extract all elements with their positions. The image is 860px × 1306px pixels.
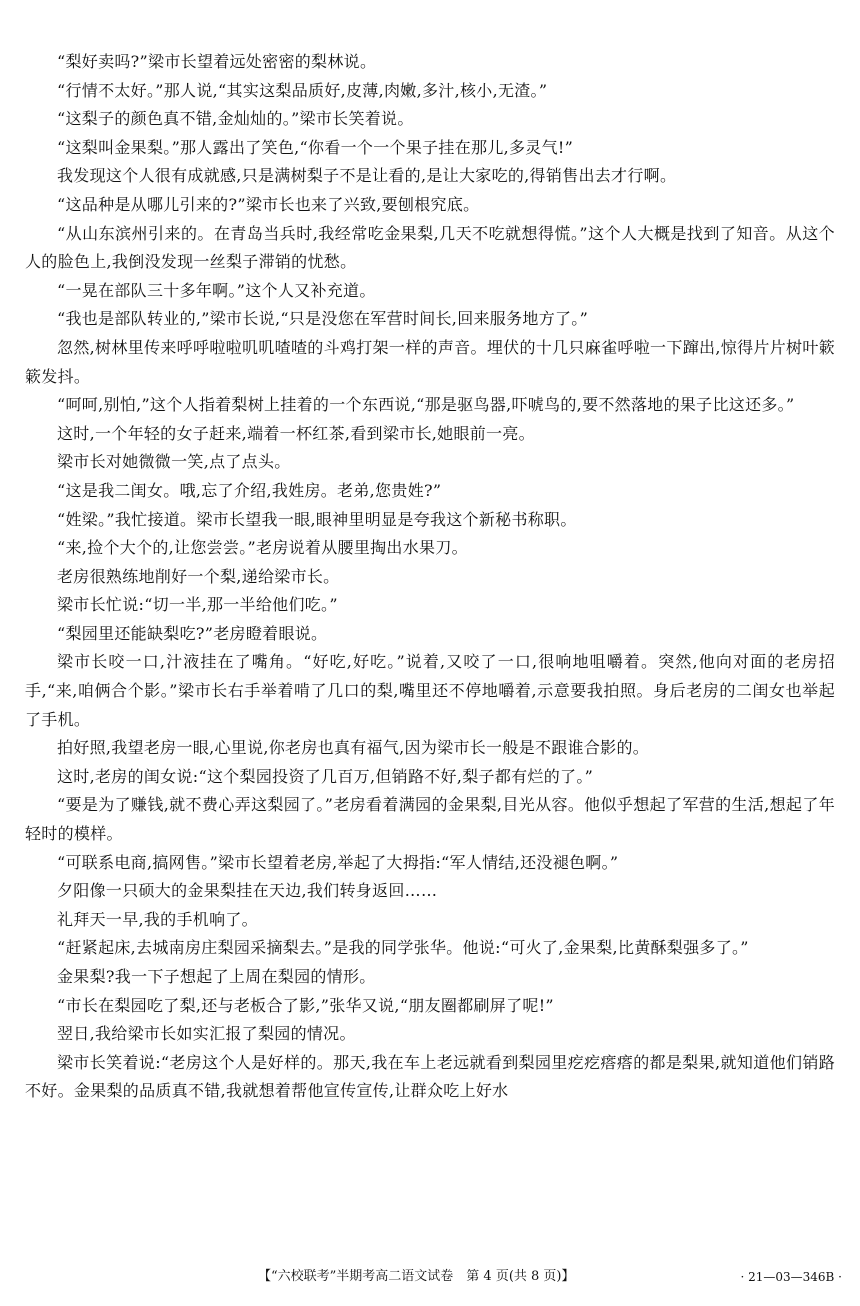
article-body <box>25 48 835 1106</box>
paragraph: 梁市长笑着说:“老房这个人是好样的。那天,我在车上老远就看到梨园里疙疙瘩瘩的都是梨果,就知道他们销路不好。金果梨的品质真不错,我就想着帮他宣传宣传,让群众吃上好水 <box>25 1052 835 1101</box>
paragraph: 老房很熟练地削好一个梨,递给梁市长。 <box>57 566 340 586</box>
paragraph: 这时,一个年轻的女子赶来,端着一杯红茶,看到梁市长,她眼前一亮。 <box>57 423 535 443</box>
paragraph: “这是我二闺女。哦,忘了介绍,我姓房。老弟,您贵姓?” <box>57 480 442 500</box>
paragraph: “这品种是从哪儿引来的?”梁市长也来了兴致,要刨根究底。 <box>57 194 480 214</box>
paragraph: “这梨叫金果梨。”那人露出了笑色,“你看一个一个果子挂在那儿,多灵气!” <box>57 137 574 157</box>
paragraph: 梁市长对她微微一笑,点了点头。 <box>57 452 291 472</box>
paragraph: “来,捡个大个的,让您尝尝。”老房说着从腰里掏出水果刀。 <box>57 538 468 558</box>
paragraph: 金果梨?我一下子想起了上周在梨园的情形。 <box>57 967 376 986</box>
paragraph: “呵呵,别怕,”这个人指着梨树上挂着的一个东西说,“那是驱鸟器,吓唬鸟的,要不然落地的果子比这还多。” <box>57 395 795 415</box>
paragraph: “梨好卖吗?”梁市长望着远处密密的梨林说。 <box>57 52 377 71</box>
paragraph: 忽然,树林里传来呼呼啦啦叽叽喳喳的斗鸡打架一样的声音。埋伏的十几只麻雀呼啦一下蹿出,惊得片片树叶簌簌发抖。 <box>25 337 835 386</box>
paragraph: “我也是部队转业的,”梁市长说,“只是没您在军营时间长,回来服务地方了。” <box>57 309 589 329</box>
paragraph: “姓梁。”我忙接道。梁市长望我一眼,眼神里明显是夸我这个新秘书称职。 <box>57 509 577 529</box>
paragraph: 夕阳像一只硕大的金果梨挂在天边,我们转身返回…… <box>57 881 438 901</box>
paragraph: 梁市长咬一口,汁液挂在了嘴角。“好吃,好吃。”说着,又咬了一口,很响地咀嚼着。突然,他向对面的老房招手,“来,咱俩合个影。”梁市长右手举着啃了几口的梨,嘴里还不停地嚼着,示意要我拍照。身后老房的二闺女也举起了手机。 <box>25 652 835 729</box>
paragraph: “要是为了赚钱,就不费心弄这梨园了。”老房看着满园的金果梨,目光从容。他似乎想起了军营的生活,想起了年轻时的模样。 <box>25 795 835 844</box>
paragraph: 梁市长忙说:“切一半,那一半给他们吃。” <box>57 595 338 615</box>
paragraph: 翌日,我给梁市长如实汇报了梨园的情况。 <box>57 1024 356 1044</box>
paragraph: “从山东滨州引来的。在青岛当兵时,我经常吃金果梨,几天不吃就想得慌。”这个人大概是找到了知音。从这个人的脸色上,我倒没发现一丝梨子滞销的忧愁。 <box>25 223 835 272</box>
paragraph: “赶紧起床,去城南房庄梨园采摘梨去。”是我的同学张华。他说:“可火了,金果梨,比黄酥梨强多了。” <box>57 938 749 958</box>
paragraph: “可联系电商,搞网售。”梁市长望着老房,举起了大拇指:“军人情结,还没褪色啊。” <box>57 852 619 872</box>
paragraph: 我发现这个人很有成就感,只是满树梨子不是让看的,是让大家吃的,得销售出去才行啊。 <box>57 166 677 186</box>
exam-code: · 21—03—346B · <box>740 1270 842 1284</box>
paragraph: 礼拜天一早,我的手机响了。 <box>57 909 258 929</box>
paragraph: “市长在梨园吃了梨,还与老板合了影,”张华又说,“朋友圈都刷屏了呢!” <box>57 995 554 1015</box>
exam-title-footer: 【“六校联考”半期考高二语文试卷 第 4 页(共 8 页)】 <box>258 1269 575 1284</box>
paragraph: 这时,老房的闺女说:“这个梨园投资了几百万,但销路不好,梨子都有烂的了。” <box>57 766 594 786</box>
paragraph: “行情不太好。”那人说,“其实这梨品质好,皮薄,肉嫩,多汁,核小,无渣。” <box>57 80 548 100</box>
paragraph: “一晃在部队三十多年啊。”这个人又补充道。 <box>57 280 376 300</box>
paragraph: 拍好照,我望老房一眼,心里说,你老房也真有福气,因为梁市长一般是不跟谁合影的。 <box>57 738 650 758</box>
page-footer <box>0 1265 860 1289</box>
paragraph: “梨园里还能缺梨吃?”老房瞪着眼说。 <box>57 623 328 643</box>
paragraph: “这梨子的颜色真不错,金灿灿的。”梁市长笑着说。 <box>57 109 414 129</box>
